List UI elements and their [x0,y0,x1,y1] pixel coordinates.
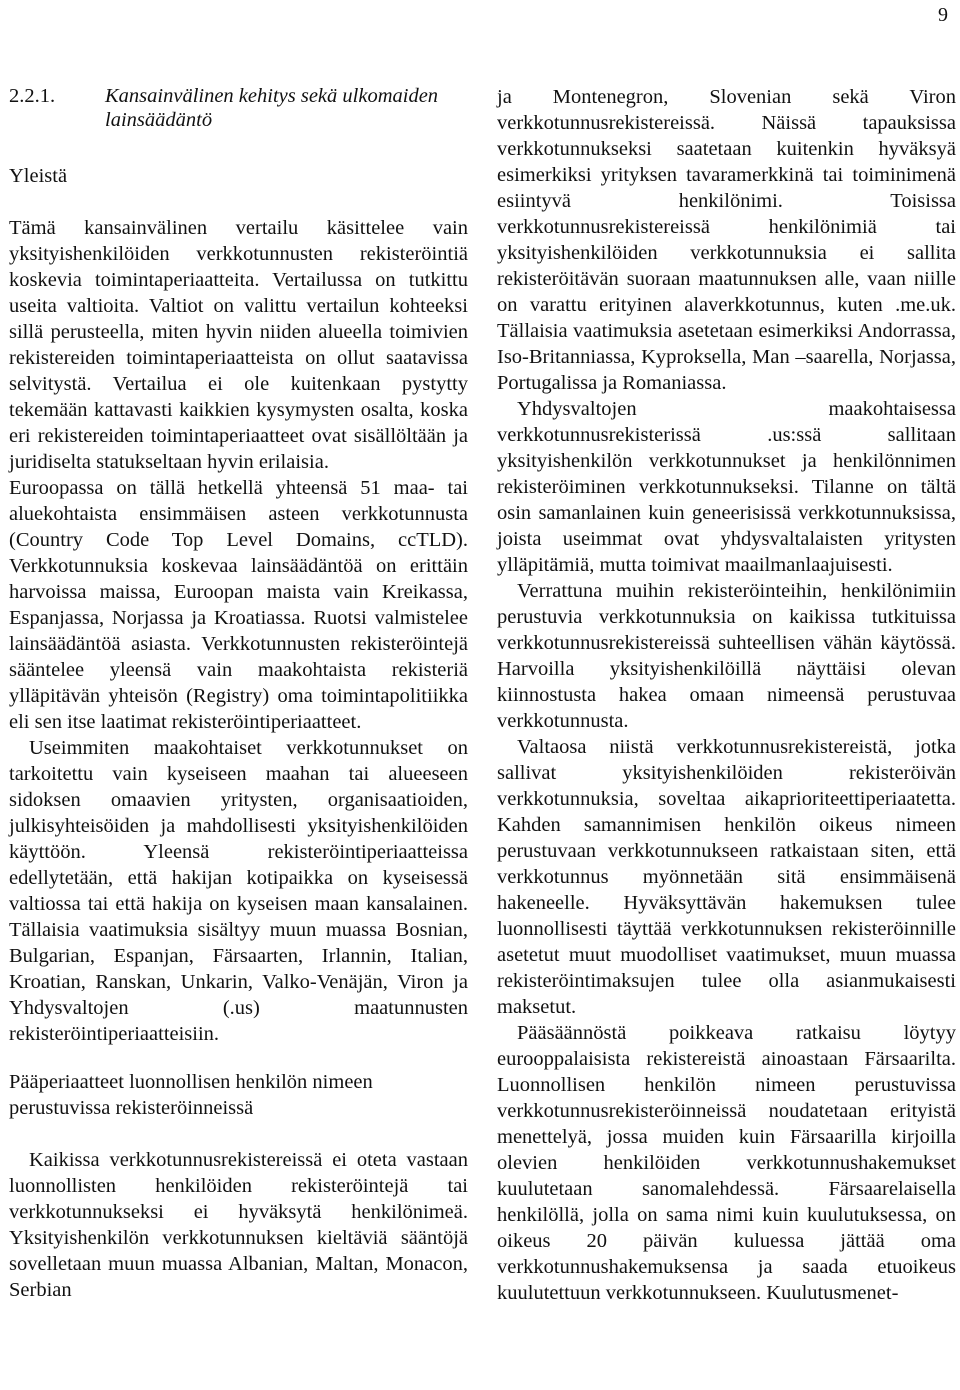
paragraph: Tämä kansainvälinen vertailu käsittelee vain yksityishenkilöiden verkkotunnusten rekisteröintiä koskevia toimintaperiaatteita. Vertailussa on tutkittu useita valtioita. Valtiot on valittu vertailun kohteeksi sillä perusteella, miten hyvin niiden alueella toimivien rekistereiden toimintaperiaatteista on ollut saatavissa selvitystä. Vertailua ei ole kuitenkaan pystytty tekemään kattavasti kaikkien kysymysten osalta, koska eri rekistereiden toimintaperiaatteet ovat sisällöltään ja juridiselta statukseltaan hyvin erilaisia. [9,217,468,473]
paragraph: ja Montenegron, Slovenian sekä Viron verkkotunnusrekistereissä. Näissä tapauksissa verkkotunnukseksi saatetaan kuitenkin hyväksyä esimerkiksi yrityksen tavaramerkkinä tai toiminimenä esiintyvä henkilönimi. Toisissa verkkotunnusrekistereissä henkilönimiä tai yksityishenkilöiden verkkotunnuksia ei sallita rekisteröitävän suoraan maatunnuksen alle, vaan niille on varattu erityinen alaverkkotunnus, kuten .me.uk. Tällaisia vaatimuksia asetetaan esimerkiksi Andorrassa, Iso-Britanniassa, Kyproksella, Man –saarella, Norjassa, Portugalissa ja Romaniassa. [497,86,956,394]
section-title: Kansainvälinen kehitys sekä ulkomaiden lainsäädäntö [105,85,439,131]
subheading: Yleistä [9,165,68,187]
right-column [497,84,956,1306]
paragraph: Valtaosa niistä verkkotunnusrekistereistä, jotka sallivat yksityishenkilöiden rekisteröivän verkkotunnuksia, soveltaa aikaprioriteettiperiaatetta. Kahden samannimisen henkilön oikeus nimeen perustuvaan verkkotunnukseen ratkaistaan siten, että verkkotunnus myönnetään sitä ensimmäisenä hakeneelle. Hyväksyttävän hakemuksen tulee luonnollisesti täyttää verkkotunnuksen rekisteröinnille asetetut muut muodolliset vaatimukset, muun muassa rekisteröintimaksujen tulee olla asianmukaisesti maksetut. [497,736,956,1018]
paragraph: Kaikissa verkkotunnusrekistereissä ei oteta vastaan luonnollisten henkilöiden rekisteröintejä tai verkkotunnukseksi ei hyväksytä henkilönimeä. Yksityishenkilön verkkotunnuksen kieltäviä sääntöjä sovelletaan muun muassa Albanian, Maltan, Monacon, Serbian [9,1149,468,1301]
paragraph: Verrattuna muihin rekisteröinteihin, henkilönimiin perustuvia verkkotunnuksia on kaikissa tutkituissa verkkotunnusrekistereissä suhteellisen vähän käytössä. Harvoilla yksityishenkilöillä näyttäisi olevan kiinnostusta hakea omaan nimeensä perustuvaa verkkotunnusta. [497,580,956,732]
paragraph: Pääsäännöstä poikkeava ratkaisu löytyy eurooppalaisista rekistereistä ainoastaan Färsaarilta. Luonnollisen henkilön nimeen perustuvissa verkkotunnusrekisteröinneissä noudatetaan erityistä menettelyä, jossa muiden kuin Färsaarilla kirjoilla olevien henkilöiden verkkotunnushakemukset kuulutetaan sanomalehdessä. Färsaarelaisella henkilöllä, jolla on sama nimi kuin kuulutuksessa, on oikeus 20 päivän kuluessa jättää oma verkkotunnushakemuksensa ja saada etuoikeus kuulutettuun verkkotunnukseen. Kuulutusmenet- [497,1022,956,1304]
section-heading [9,84,468,132]
section-number: 2.2.1. [9,85,56,107]
paragraph: Yhdysvaltojen maakohtaisessa verkkotunnusrekisterissä .us:ssä sallitaan yksityishenkilön verkkotunnukset ja henkilönnimen rekisteröiminen verkkotunnukseksi. Tilanne on tältä osin samanlainen kuin geneerisissä verkkotunnuksissa, joista useimmat ovat yhdysvaltalaisten yritysten ylläpitämiä, mutta toimivat maailmanlaajuisesti. [497,398,956,576]
paragraph: Useimmiten maakohtaiset verkkotunnukset on tarkoitettu vain kyseiseen maahan tai alueeseen sidoksen omaavien yritysten, organisaatioiden, julkisyhteisöiden ja mahdollisesti yksityishenkilöiden käyttöön. Yleensä rekisteröintiperiaatteissa edellytetään, että hakijan kotipaikka on kyseisessä valtiossa tai että hakija on kyseisen maan kansalainen. Tällaisia vaatimuksia sisältyy muun muassa Bosnian, Bulgarian, Espanjan, Färsaarten, Irlannin, Italian, Kroatian, Ranskan, Unkarin, Valko-Venäjän, Viron ja Yhdysvaltojen (.us) maatunnusten rekisteröintiperiaatteisiin. [9,737,468,1045]
paragraph: Euroopassa on tällä hetkellä yhteensä 51 maa- tai aluekohtaista ensimmäisen asteen verkkotunnusta (Country Code Top Level Domains, ccTLD). Verkkotunnuksia koskevaa lainsäädäntöä on erittäin harvoissa maissa, Euroopan maista vain Kreikassa, Espanjassa, Norjassa ja Kroatiassa. Ruotsi valmistelee lainsäädäntöä asiasta. Verkkotunnusten rekisteröintejä sääntelee yleensä vain maakohtaista rekisteriä ylläpitävän yhteisön (Registry) oma toimintapolitiikka eli sen itse laatimat rekisteröintiperiaatteet. [9,477,468,733]
left-column [9,76,468,1303]
page-number: 9 [938,4,948,26]
principles-heading: Pääperiaatteet luonnollisen henkilön nimeen perustuvissa rekisteröinneissä [9,1071,373,1119]
